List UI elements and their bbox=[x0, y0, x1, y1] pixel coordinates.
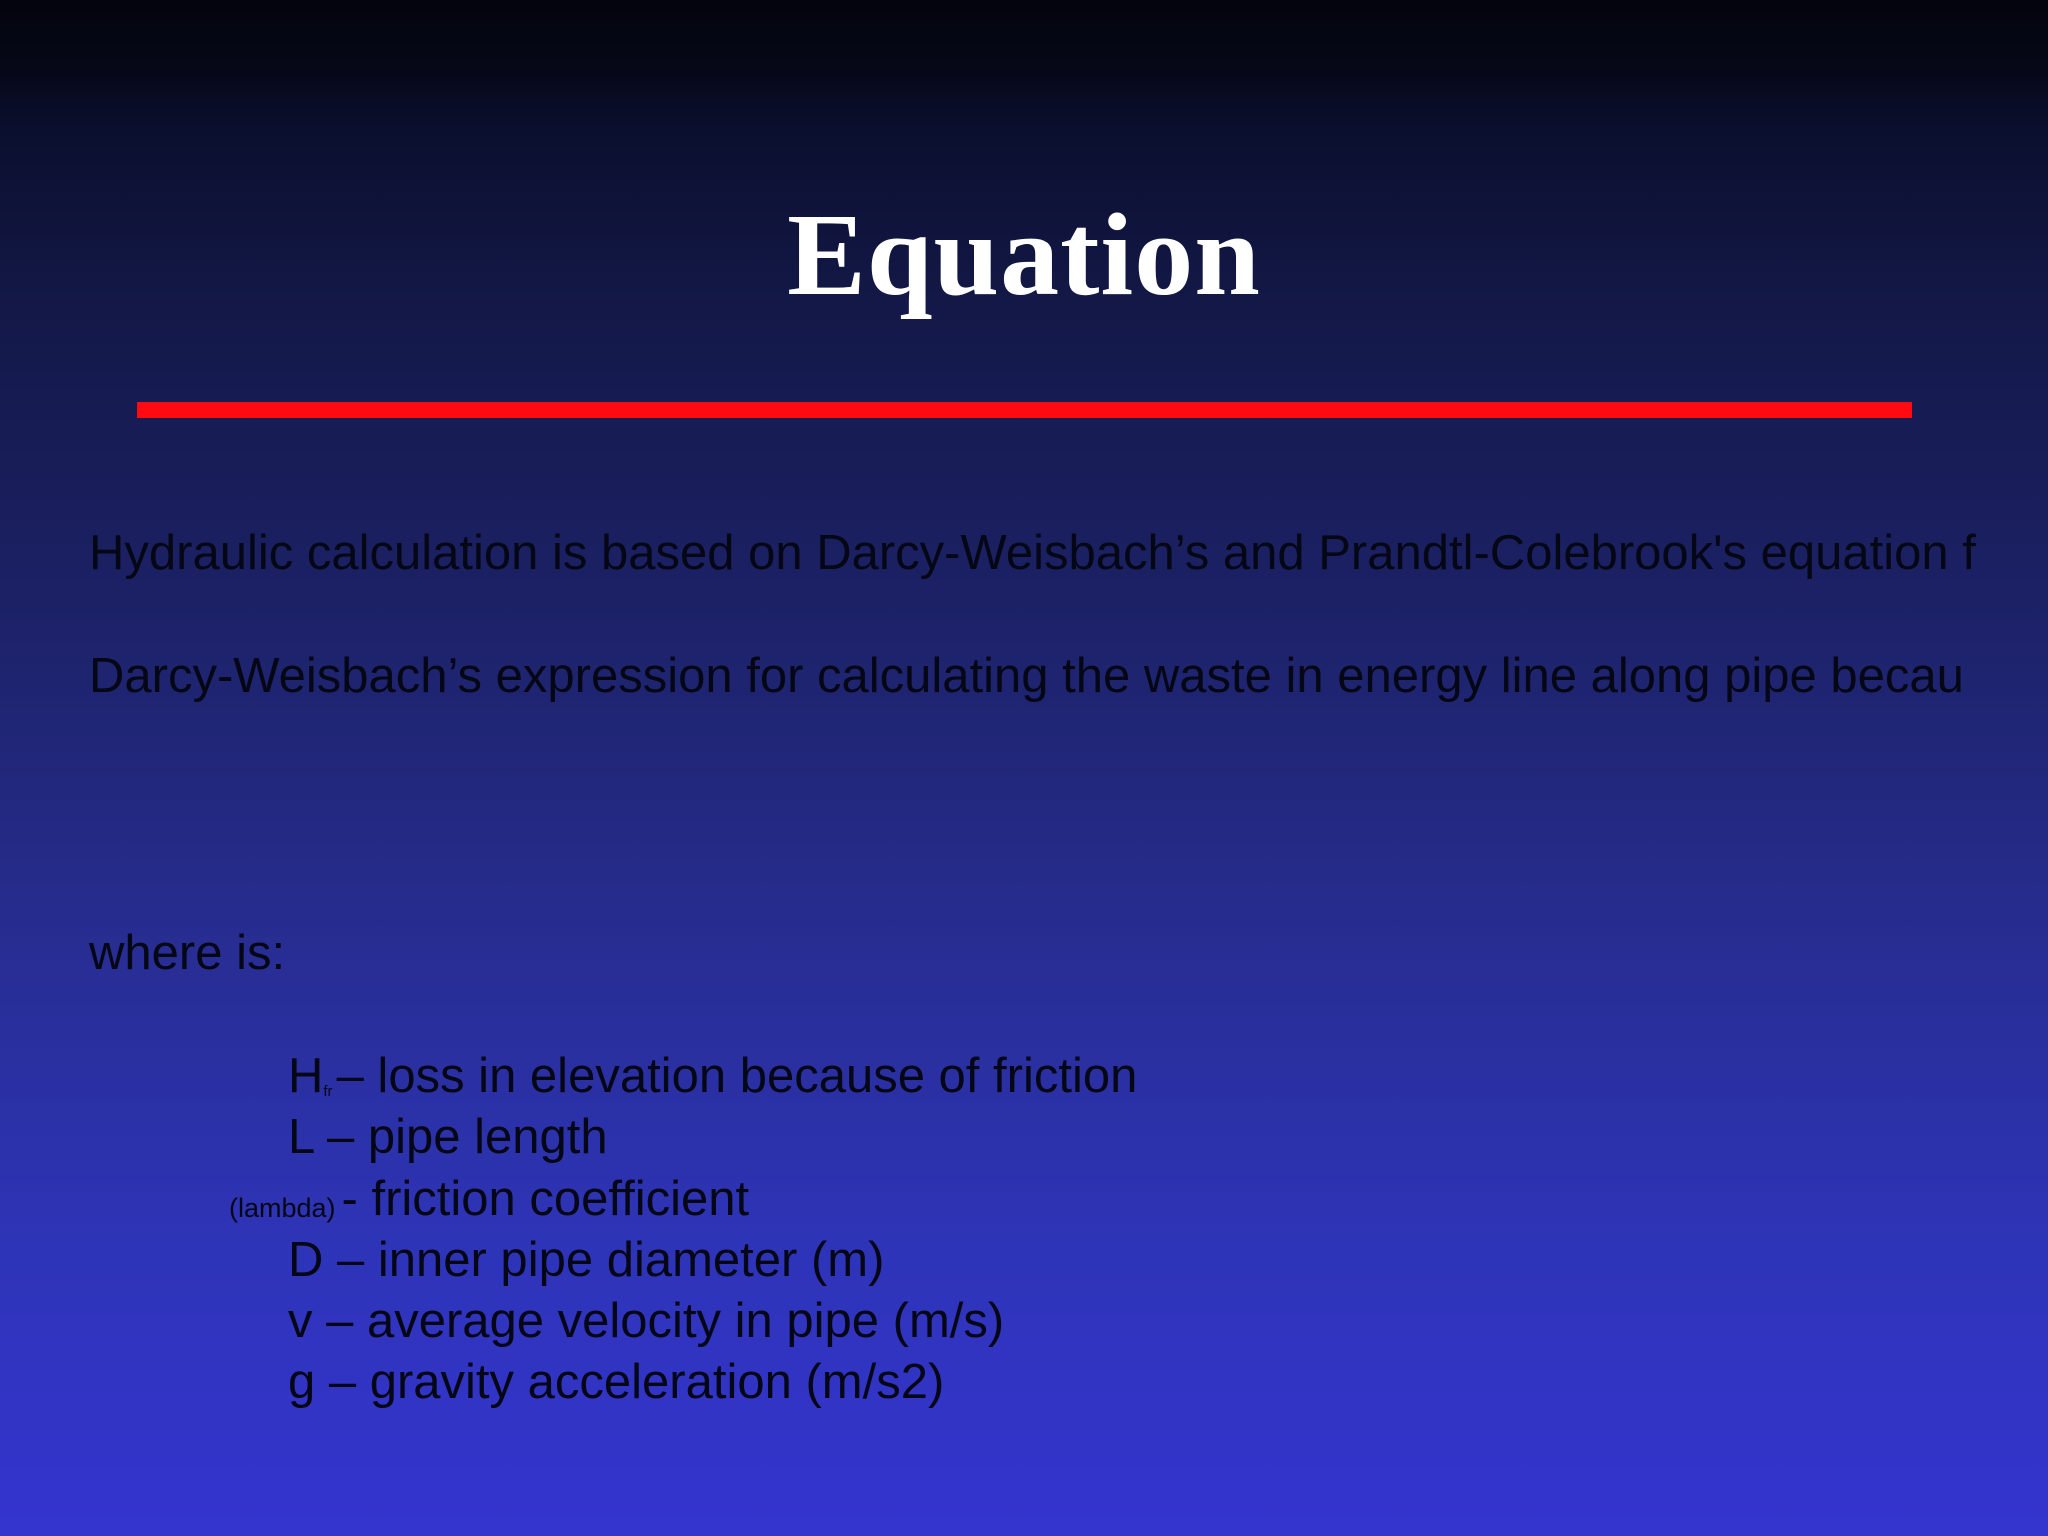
paragraph-hydraulic-calculation: Hydraulic calculation is based on Darcy-Weisbach’s and Prandtl-Colebrook's equation f bbox=[89, 526, 1976, 580]
lambda-tag: (lambda) bbox=[229, 1193, 336, 1223]
hfr-subscript: fr bbox=[323, 1083, 333, 1100]
hfr-symbol: H bbox=[288, 1049, 324, 1103]
definition-l: L – pipe length bbox=[288, 1110, 608, 1164]
definition-d: D – inner pipe diameter (m) bbox=[288, 1233, 885, 1287]
hfr-text: – loss in elevation because of friction bbox=[336, 1049, 1138, 1103]
lambda-text: - friction coefficient bbox=[341, 1172, 750, 1226]
title-divider bbox=[137, 402, 1912, 418]
paragraph-darcy-weisbach-expression: Darcy-Weisbach’s expression for calculating the waste in energy line along pipe becau bbox=[89, 649, 1964, 703]
definition-lambda bbox=[229, 1171, 749, 1236]
where-label: where is: bbox=[89, 926, 286, 980]
definition-v: v – average velocity in pipe (m/s) bbox=[288, 1294, 1005, 1348]
slide-title: Equation bbox=[787, 189, 1261, 320]
definition-g: g – gravity acceleration (m/s2) bbox=[288, 1355, 945, 1409]
